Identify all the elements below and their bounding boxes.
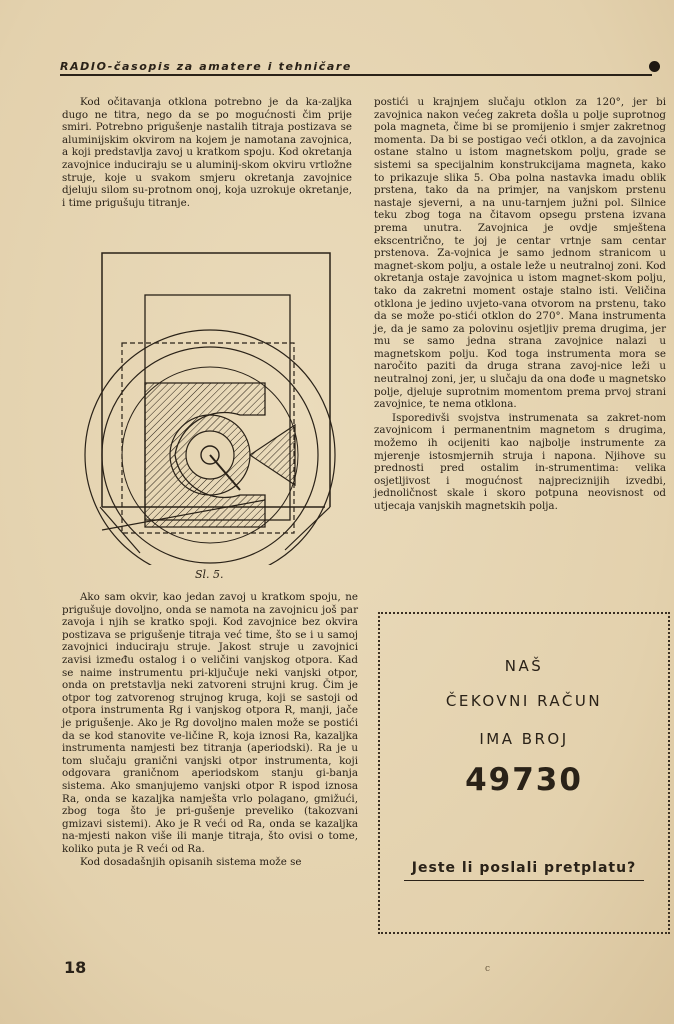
- left-column-bottom: [62, 591, 358, 869]
- coil-wedge: [250, 425, 295, 485]
- paragraph: Kod očitavanja otklona potrebno je da ka-zaljka dugo ne titra, nego da se po mogućnosti čim prije smiri. Potrebno prigušenje nastalih titraja postizava se aluminijskim okvirom na kojem je namotana zavojnica, a koji predstavlja zavoj u kratkom spoju. Kod okretanja zavojnice induciraju se u aluminij-skom okviru vrtložne struje, koje u svakom smjeru okretanja zavojnice djeluju silom su-protnom onoj, koja uzrokuje okretanje, i time prigušuju titranje.: [62, 96, 352, 209]
- paragraph: Isporedivši svojstva instrumenata sa zakret-nom zavojnicom i permanentnim magnetom s drugima, možemo ih ocijeniti kao najbolje instrumente za mjerenje istosmjernih struja i napona. Njihove su prednosti pred ostalim in-strumentima: velika osjetljivost i mogućnost najpreciznijih izvedbi, jednoličnost skale i skoro potpuna neovisnost od utjecaja vanjskih magnetskih polja.: [374, 411, 666, 512]
- ad-border: [378, 932, 670, 934]
- ad-border: [378, 612, 670, 614]
- ad-line-2: ČEKOVNI RAČUN: [445, 692, 603, 710]
- right-column: [374, 96, 666, 513]
- ad-underline: [404, 880, 644, 881]
- spring-line-right: [285, 507, 330, 550]
- header-rule: [60, 74, 652, 76]
- ad-question: Jeste li poslali pretplatu?: [411, 860, 637, 876]
- footer-mark: c: [485, 964, 491, 974]
- header-bullet: [649, 61, 660, 72]
- paragraph: postići u krajnjem slučaju otklon za 120°, jer bi zavojnica nakon većeg zakreta došla u polje suprotnog pola magneta, čime bi se promijenio i smjer zakretnog momenta. Da bi se postigao veći otklon, a da zavojnica ostane stalno u istom magnetskom polju, grade se sistemi sa specijalnim konstrukcijama magneta, kako to prikazuje slika 5. Oba polna nastavka imadu oblik prstena, tako da na primjer, na vanjskom prstenu nastaje sjeverni, a na unu-tarnjem južni pol. Silnice teku zbog toga na čitavom opsegu prstena izvana prema unutra. Zavojnica je ovdje smještena ekscentrično, te joj je centar vrtnje sam centar prstenova. Za-vojnica je samo jednom stranicom u magnet-skom polju, a ostale leže u neutralnoj zoni. Kod okretanja ostaje zavojnica u istom magnet-skom polju, tako da zakretni moment ostaje stalno isti. Veličina otklona je jedino uvjeto-vana otvorom na prstenu, tako da se može po-stići otklon do 270°. Mana instrumenta je, da je samo za polovinu osjetljiv prema drugima, jer mu se samo jedna strana zavojnice nalazi u magnetskom polju. Kod toga instrumenta mora se naročito paziti da druga strana zavoj-nice leži u neutralnoj zoni, jer, u slučaju da ona dođe u magnetsko polje, djeluje suprotnim momentom prema prvoj strani zavojnice, te nema otklona.: [374, 96, 666, 411]
- page-number: 18: [64, 958, 87, 977]
- left-column-top: [62, 96, 352, 209]
- ad-line-3: IMA BROJ: [479, 730, 569, 748]
- figure-caption: Sl. 5.: [195, 568, 224, 581]
- paragraph: Kod dosadašnjih opisanih sistema može se: [80, 856, 302, 869]
- paragraph: Ako sam okvir, kao jedan zavoj u kratkom spoju, ne prigušuje dovoljno, onda se namota na zavojnicu još par zavoja i njih se kratko spoji. Kod zavojnice bez okvira postizava se prigušenje titraja već time, što se i u samoj zavojnici induciraju struje. Jakost struje u zavojnici zavisi između ostalog i o veličini vanjskog otpora. Kad se naime instrumentu pri-ključuje neki vanjski otpor, onda on pretstavlja neki zatvoreni strujni krug. Čim je otpor tog zatvorenog strujnog kruga, koji se sastoji od otpora instrumenta Rg i vanjskog otpora R, manji, jače je prigušenje. Ako je Rg dovoljno malen može se postići da se kod stanovite ve-ličine R, koja iznosi Ra, kazaljka instrumenta namjesti bez titranja (aperiodski). Ra je u tom slučaju granični vanjski otpor instrumenta, koji odgovara graničnom aperiodskom stanju gi-banja sistema. Ako smanjujemo vanjski otpor R ispod iznosa Ra, onda se kazaljka namješta vrlo polagano, gmižući, zbog toga što je pri-gušenje preveliko (takozvani gmizavi sistemi). Ako je R veći od Ra, onda se kazaljka na-mjesti nakon više ili manje titraja, što ovisi o tome, koliko puta je R veći od Ra.: [62, 591, 358, 855]
- ad-line-1: NAŠ: [504, 657, 544, 675]
- subscription-ad-box: [378, 612, 670, 934]
- running-header: [60, 60, 660, 74]
- account-number: 49730: [465, 762, 583, 798]
- header-title: RADIO-časopis za amatere i tehničare: [60, 60, 352, 73]
- figure-5-meter-diagram: [80, 245, 350, 565]
